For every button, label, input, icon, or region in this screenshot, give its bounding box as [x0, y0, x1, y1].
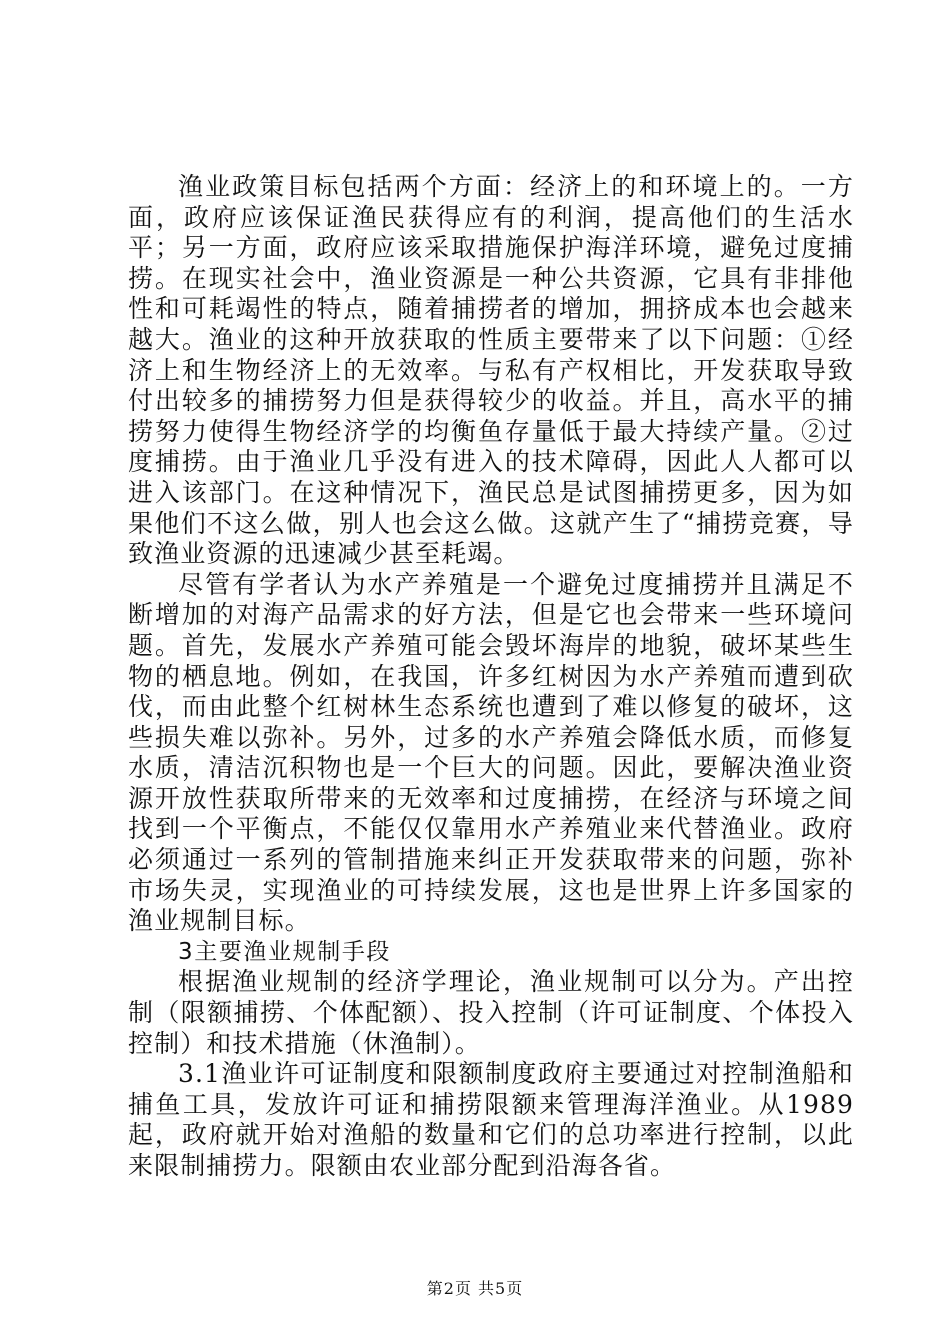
- section-heading-regulation-means: 3主要渔业规制手段: [178, 938, 392, 965]
- paragraph-license-quota-system: 3.1渔业许可证制度和限额制度政府主要通过对控制渔船和捕鱼工具，发放许可证和捕捞限额来管理海洋渔业。从1989起，政府就开始对渔船的数量和它们的总功率进行控制，以此来限制捕捞力。限额由农业部分配到沿海各省。: [128, 1059, 854, 1180]
- paragraph-fishery-policy-goals: 渔业政策目标包括两个方面：经济上的和环境上的。一方面，政府应该保证渔民获得应有的利润，提高他们的生活水平；另一方面，政府应该采取措施保护海洋环境，避免过度捕捞。在现实社会中，渔业资源是一种公共资源，它具有非排他性和可耗竭性的特点，随着捕捞者的增加，拥挤成本也会越来越大。渔业的这种开放获取的性质主要带来了以下问题：①经济上和生物经济上的无效率。与私有产权相比，开发获取导致付出较多的捕捞努力但是获得较少的收益。并且，高水平的捕捞努力使得生物经济学的均衡鱼存量低于最大持续产量。②过度捕捞。由于渔业几乎没有进入的技术障碍，因此人人都可以进入该部门。在这种情况下，渔民总是试图捕捞更多，因为如果他们不这么做，别人也会这么做。这就产生了“捕捞竞赛，导致渔业资源的迅速减少甚至耗竭。: [128, 172, 854, 569]
- paragraph-aquaculture-problems: 尽管有学者认为水产养殖是一个避免过度捕捞并且满足不断增加的对海产品需求的好方法，但是它也会带来一些环境问题。首先，发展水产养殖可能会毁坏海岸的地貌，破坏某些生物的栖息地。例如，在我国，许多红树因为水产养殖而遭到砍伐，而由此整个红树林生态系统也遭到了难以修复的破坏，这些损失难以弥补。另外，过多的水产养殖会降低水质，而修复水质，清洁沉积物也是一个巨大的问题。因此，要解决渔业资源开放性获取所带来的无效率和过度捕捞，在经济与环境之间找到一个平衡点，不能仅仅靠用水产养殖业来代替渔业。政府必须通过一系列的管制措施来纠正开发获取带来的问题，弥补市场失灵，实现渔业的可持续发展，这也是世界上许多国家的渔业规制目标。: [128, 569, 854, 936]
- document-body: [128, 172, 854, 1182]
- page-number-footer: 第2页 共5页: [426, 1279, 524, 1298]
- paragraph-regulation-classification: 根据渔业规制的经济学理论，渔业规制可以分为。产出控制（限额捕捞、个体配额）、投入控制（许可证制度、个体投入控制）和技术措施（休渔制）。: [128, 967, 854, 1058]
